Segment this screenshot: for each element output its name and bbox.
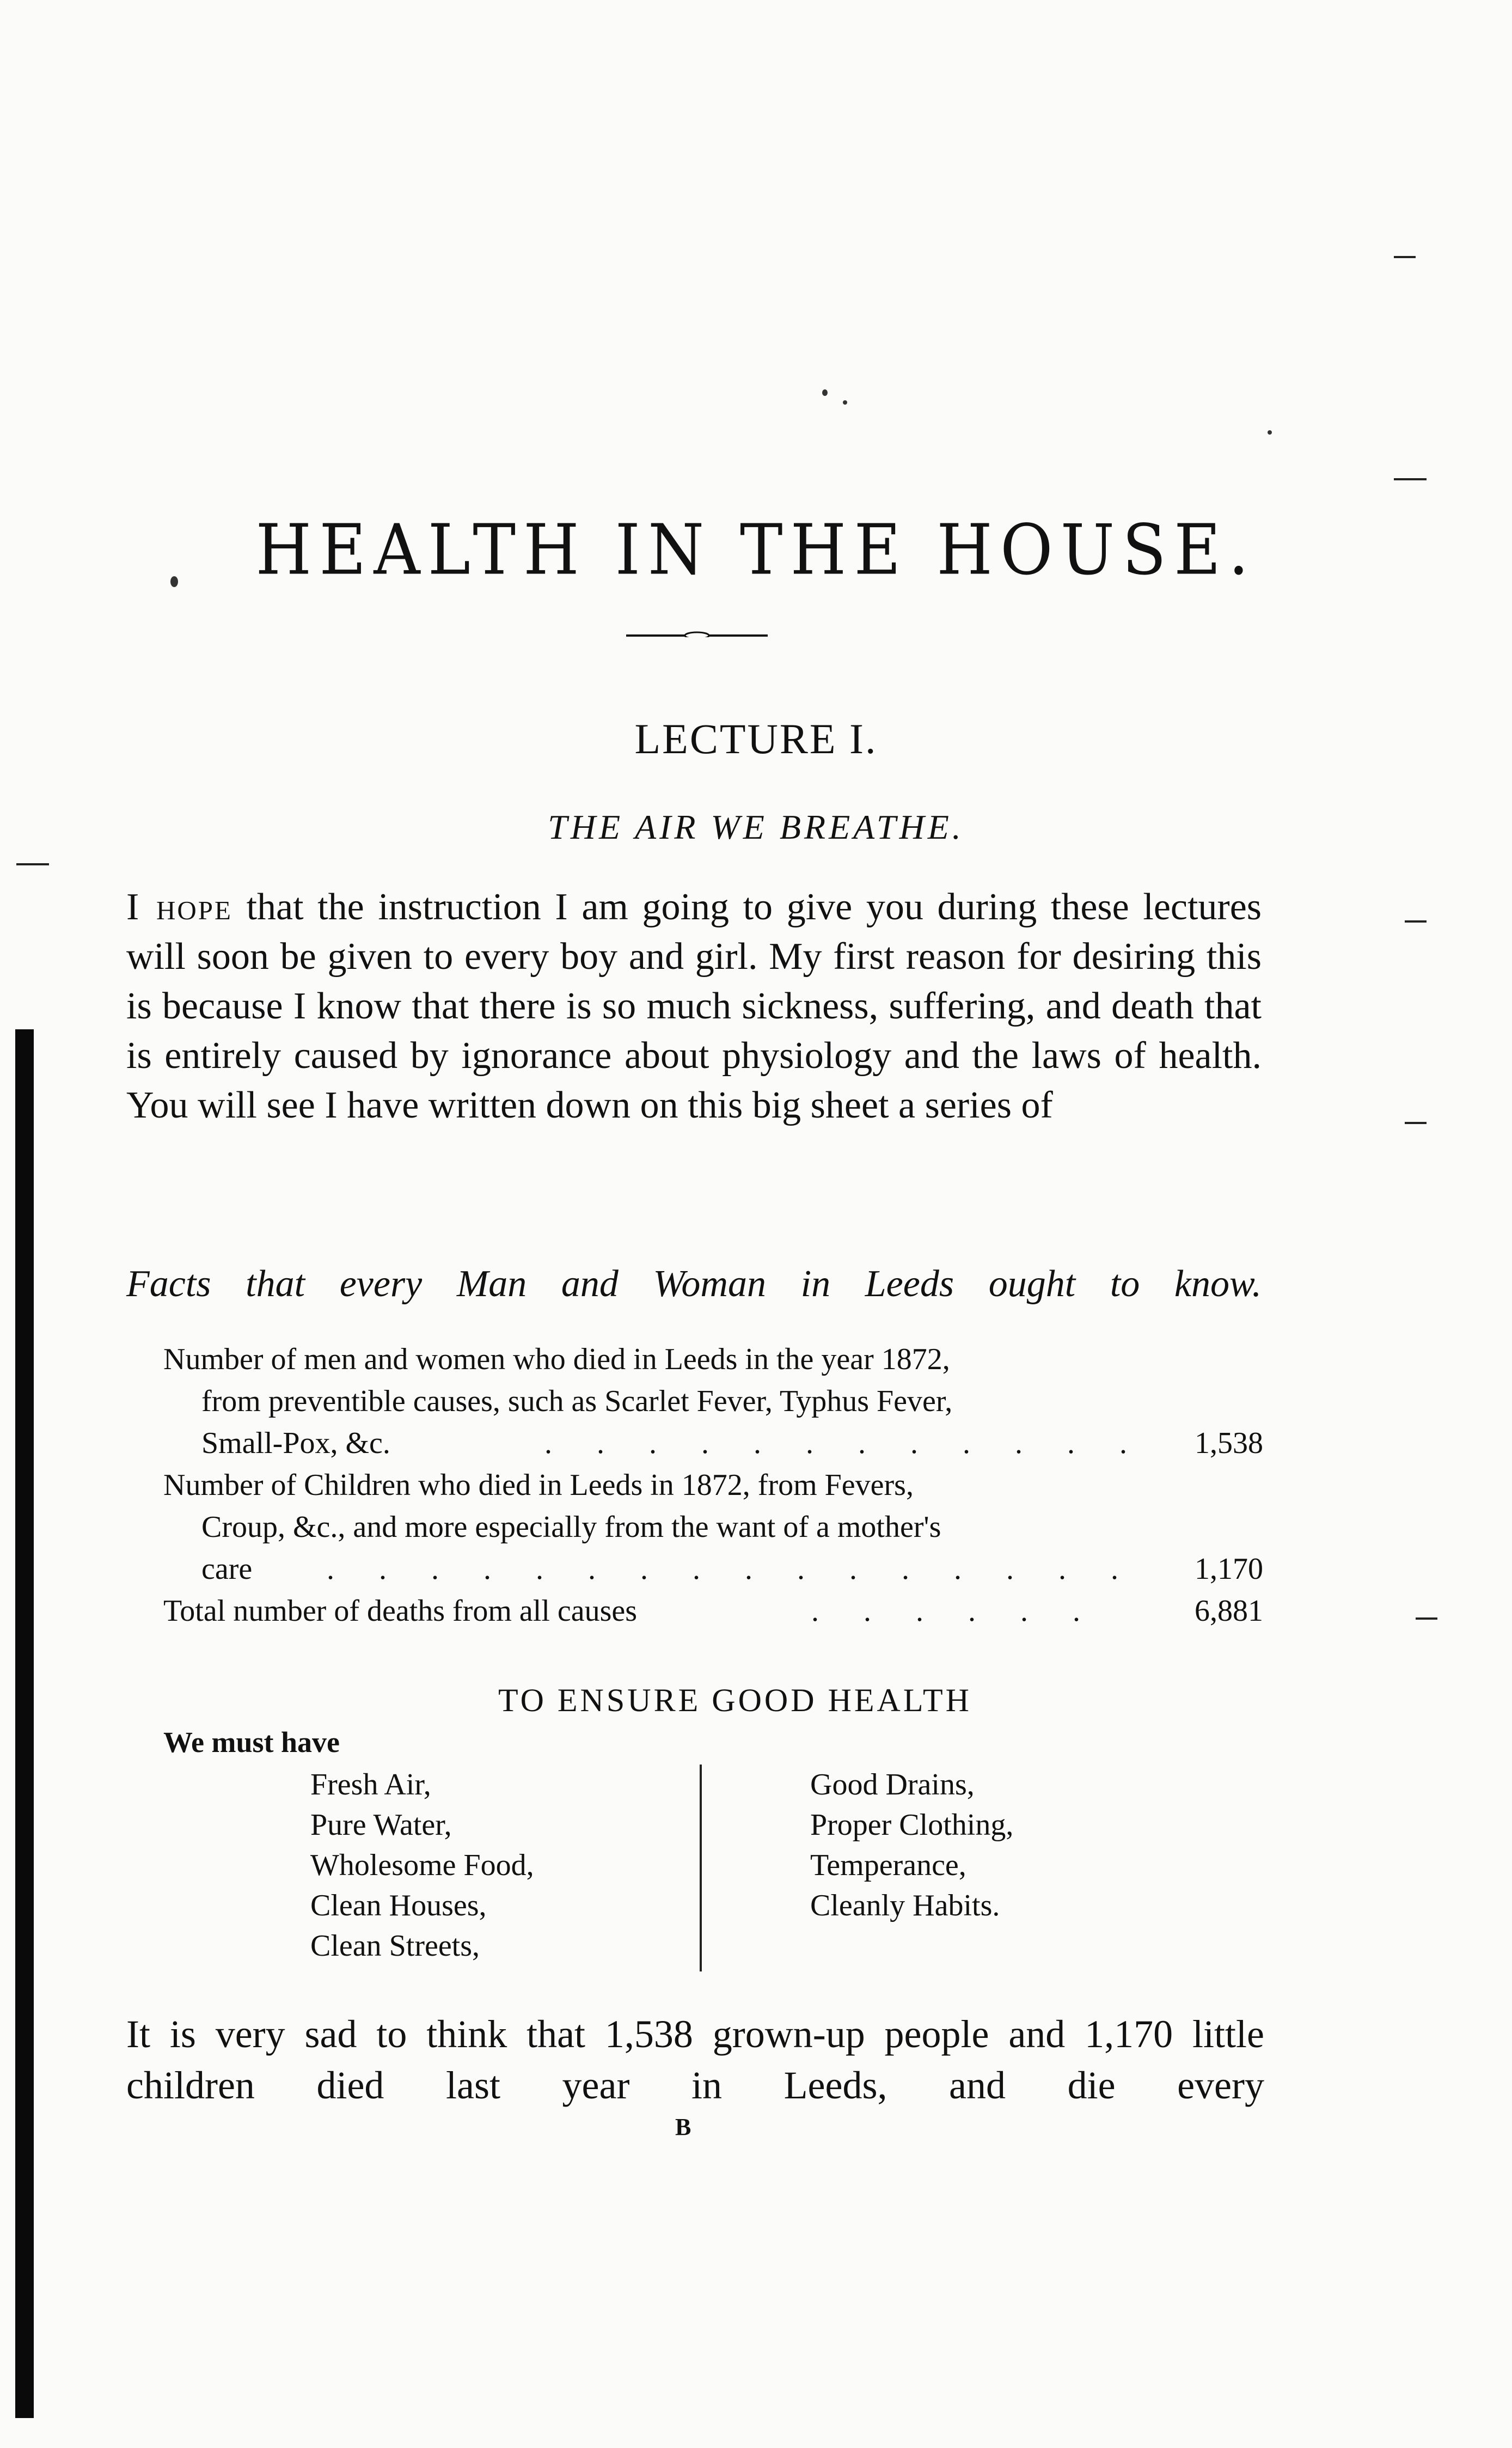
signature-mark: B (675, 2114, 691, 2140)
list-item: Proper Clothing, (810, 1808, 1014, 1842)
list-item: Clean Streets, (310, 1929, 480, 1963)
closing-paragraph: It is very sad to think that 1,538 grown-up people and 1,170 little children died last year in Leeds, and die every (126, 2012, 1264, 2107)
page-title: HEALTH IN THE HOUSE. (255, 509, 1257, 590)
speck (1268, 430, 1272, 435)
speck (822, 389, 828, 396)
fact-line: care (201, 1552, 253, 1586)
intro-paragraph (126, 882, 1262, 1130)
list-item: Fresh Air, (310, 1768, 431, 1802)
margin-bar (15, 1029, 34, 2418)
fact-line: Total number of deaths from all causes (163, 1594, 638, 1628)
edge-mark (1394, 478, 1427, 480)
must-have-label: We must have (163, 1726, 340, 1759)
fact-item: Total number of deaths from all causes . . . . . . 6,881 (163, 1590, 1263, 1632)
left-list (310, 1765, 534, 1966)
fact-value: 1,170 (1195, 1552, 1263, 1586)
list-item: Clean Houses, (310, 1889, 487, 1922)
intro-text: that the instruction I am going to give you during these lectures will soon be given to every boy and girl. My first reason for desiring this is because I know that there is so much sickness, suffering, and death that is entirely caused by ignorance about physiology and the laws of health. You will see I have written down on this big sheet a series of (126, 886, 1262, 1126)
fact-item: Number of Children who died in Leeds in 1872, from Fevers, Croup, &c., and more especially from the want of a mother's care . . . . . . . . . . . . . . . . 1,170 (163, 1464, 1263, 1590)
edge-mark (1416, 1617, 1437, 1620)
edge-mark (16, 863, 49, 865)
fact-item: Number of men and women who died in Leeds in the year 1872, from preventible causes, such as Scarlet Fever, Typhus Fever, Small-Pox, &c. . . . . . . . . . . . . 1,538 (163, 1339, 1263, 1464)
fact-value: 1,538 (1195, 1426, 1263, 1460)
fact-value: 6,881 (1195, 1594, 1263, 1628)
facts-heading: Facts that every Man and Woman in Leeds ought to know. (126, 1263, 1262, 1305)
lecture-heading: LECTURE I. (634, 715, 878, 762)
edge-mark (1405, 920, 1427, 923)
fact-line: from preventible causes, such as Scarlet Fever, Typhus Fever, (201, 1384, 953, 1418)
fact-line: Number of men and women who died in Leeds in the year 1872, (163, 1342, 950, 1376)
list-divider (700, 1765, 702, 1971)
fact-line: Number of Children who died in Leeds in 1872, from Fevers, (163, 1468, 914, 1502)
speck (843, 400, 847, 405)
ornament-rule (626, 626, 768, 637)
lecture-subtitle: THE AIR WE BREATHE. (548, 808, 964, 846)
edge-mark (1405, 1122, 1427, 1124)
intro-lead: I hope (126, 886, 232, 928)
list-item: Temperance, (810, 1848, 966, 1882)
fact-line: Small-Pox, &c. (201, 1426, 390, 1460)
right-list (810, 1765, 1013, 1926)
fact-line: Croup, &c., and more especially from the want of a mother's (201, 1510, 941, 1544)
list-item: Wholesome Food, (310, 1848, 534, 1882)
list-item: Cleanly Habits. (810, 1889, 1000, 1922)
edge-mark (1394, 256, 1416, 258)
list-item: Pure Water, (310, 1808, 452, 1842)
ensure-heading: TO ENSURE GOOD HEALTH (498, 1682, 972, 1718)
list-item: Good Drains, (810, 1768, 975, 1802)
